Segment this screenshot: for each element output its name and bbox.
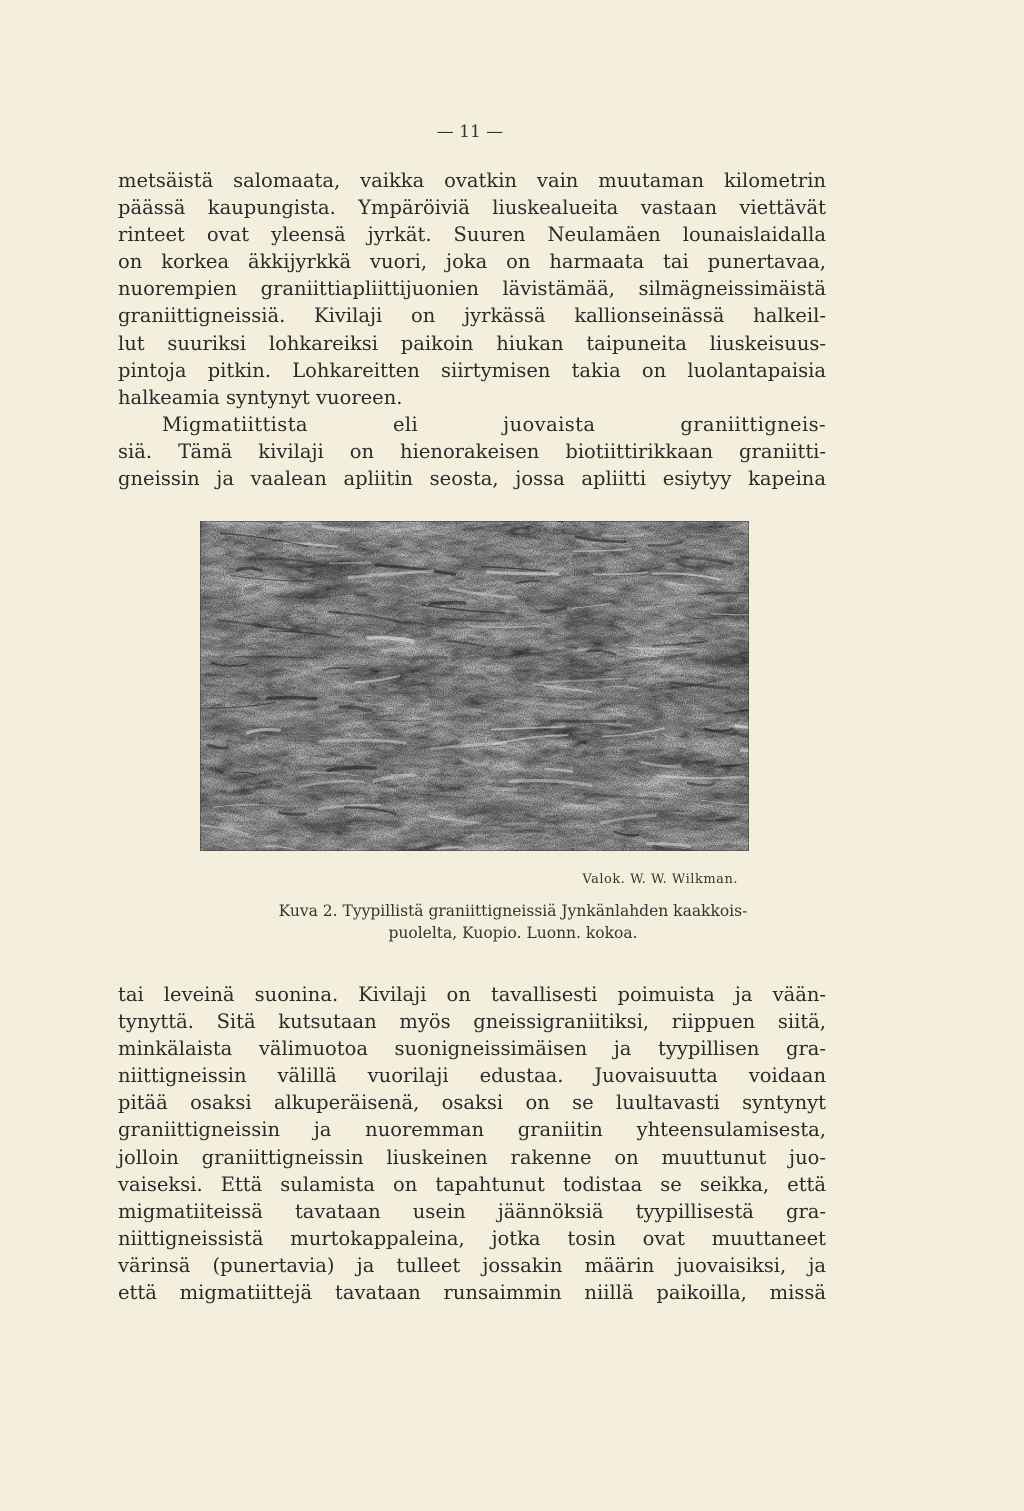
- text-line: on korkea äkkijyrkkä vuori, joka on harmaata tai punertavaa,: [118, 250, 826, 274]
- text-line: tai leveinä suonina. Kivilaji on tavallisesti poimuista ja vään-: [118, 983, 826, 1006]
- text-line: päässä kaupungista. Ympäröiviä liuskealueita vastaan viettävät: [118, 196, 826, 220]
- text-line: niittigneissistä murtokappaleina, jotka tosin ovat muuttaneet: [118, 1226, 826, 1250]
- mineral-streak: [551, 721, 615, 722]
- mineral-streak: [430, 603, 465, 604]
- text-line: siä. Tämä kivilaji on hienorakeisen biotiittirikkaan graniitti-: [118, 439, 826, 463]
- body-text-bottom: [118, 981, 826, 1306]
- mineral-streak: [414, 657, 447, 658]
- page-number: — 11 —: [436, 122, 504, 142]
- photo-credit: Valok. W. W. Wilkman.: [582, 872, 738, 887]
- text-line: graniittigneissiä. Kivilaji on jyrkässä kallionseinässä halkeil-: [118, 304, 826, 328]
- mineral-streak: [736, 726, 749, 728]
- text-line: migmatiiteissä tavataan usein jäännöksiä tyypillisestä gra-: [118, 1199, 826, 1223]
- text-line: nuorempien graniittiapliittijuonien lävistämää, silmägneissimäistä: [118, 277, 826, 301]
- mineral-streak: [330, 563, 370, 564]
- text-line: halkeamia syntynyt vuoreen.: [118, 385, 403, 409]
- mineral-streak: [383, 650, 406, 651]
- text-line: että migmatiittejä tavataan runsaimmin niillä paikoilla, missä: [118, 1281, 826, 1305]
- text-line: minkälaista välimuotoa suonigneissimäisen ja tyypillisen gra-: [118, 1037, 826, 1061]
- mineral-streak: [465, 831, 544, 833]
- mineral-streak: [603, 535, 643, 536]
- mineral-streak: [563, 805, 594, 806]
- text-line: tynyttä. Sitä kutsutaan myös gneissigraniitiksi, riippuen siitä,: [118, 1010, 826, 1034]
- mineral-streak: [268, 698, 316, 699]
- text-line: rinteet ovat yleensä jyrkät. Suuren Neulamäen lounaislaidalla: [118, 223, 826, 247]
- text-line: vaiseksi. Että sulamista on tapahtunut todistaa se seikka, että: [118, 1172, 826, 1196]
- text-line: graniittigneissin ja nuoremman graniitin yhteensulamisesta,: [118, 1118, 826, 1142]
- text-line: jolloin graniittigneissin liuskeinen rakenne on muuttunut juo-: [118, 1145, 826, 1169]
- caption-line: puolelta, Kuopio. Luonn. kokoa.: [388, 924, 638, 942]
- text-line: lut suuriksi lohkareiksi paikoin hiukan taipuneita liuskeisuus-: [118, 331, 826, 355]
- figure-caption: [268, 900, 758, 944]
- body-text-top: [118, 167, 826, 492]
- text-line: metsäistä salomaata, vaikka ovatkin vain muutaman kilometrin: [118, 169, 826, 192]
- text-line: pitää osaksi alkuperäisenä, osaksi on se luultavasti syntynyt: [118, 1091, 826, 1115]
- text-line: värinsä (punertavia) ja tulleet jossakin määrin juovaisiksi, ja: [118, 1253, 826, 1277]
- text-line: gneissin ja vaalean apliitin seosta, jossa apliitti esiytyy kapeina: [118, 467, 826, 491]
- caption-line: Kuva 2. Tyypillistä graniittigneissiä Jynkänlahden kaakkois-: [278, 902, 748, 920]
- mineral-streak: [486, 788, 515, 790]
- section-heading-line: Migmatiittista eli juovaista graniittigneis-: [162, 412, 826, 436]
- mineral-streak: [279, 813, 305, 815]
- text-line: niittigneissin välillä vuorilaji edustaa. Juovaisuutta voidaan: [118, 1064, 826, 1088]
- text-line: pintoja pitkin. Lohkareitten siirtymisen takia on luolantapaisia: [118, 358, 826, 382]
- rock-photograph: [200, 521, 749, 851]
